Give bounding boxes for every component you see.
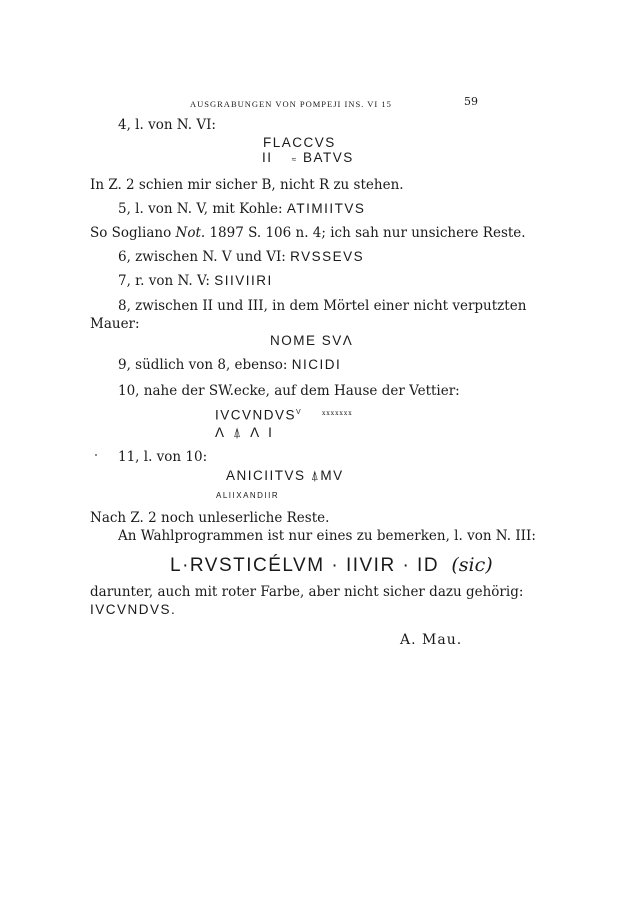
inscription-line: IVCVNDVS. — [90, 602, 177, 617]
illegible-mark: ≈ — [291, 155, 298, 164]
inscription-line: FLACCVS — [263, 135, 336, 150]
inscription-line: ALIIXANDIIR — [216, 491, 280, 500]
election-inscription — [170, 554, 493, 577]
inscription-line: $IVCVNDVS^V$ — [215, 407, 303, 423]
page-number: 59 — [464, 95, 478, 108]
speck — [95, 454, 97, 456]
inscription: ATIMIITVS — [286, 201, 366, 216]
inscription-line — [262, 150, 354, 168]
note: So Sogliano Not. 1897 S. 106 n. 4; ich sah nur unsichere Reste. — [90, 225, 526, 241]
inscription-line: Λ ⍋ Λ I — [215, 425, 275, 440]
inscription: SIIVIIRI — [214, 273, 273, 288]
entry-label: 4, l. von N. VI: — [118, 117, 216, 133]
entry-label: 5, l. von N. V, mit Kohle: ATIMIITVS — [118, 201, 366, 217]
inscription-line: NOME SVΛ — [270, 333, 354, 348]
inscription: NICIDI — [291, 357, 342, 372]
inscription-fragment: BATVS — [302, 150, 354, 165]
note: In Z. 2 schien mir sicher B, nicht R zu stehen. — [90, 177, 404, 193]
inscription-line: ANICIITVS ⍋MV — [226, 468, 344, 483]
author-signature: A. Mau. — [400, 632, 463, 648]
section-intro: An Wahlprogrammen ist nur eines zu bemerken, l. von N. III: — [118, 528, 536, 544]
inscription-fragment: II — [262, 150, 273, 165]
entry-label: 8, zwischen II und III, in dem Mörtel einer nicht verputzten — [118, 298, 527, 314]
note: Nach Z. 2 noch unleserliche Reste. — [90, 510, 330, 526]
note: darunter, auch mit roter Farbe, aber nicht sicher dazu gehörig: — [90, 584, 524, 600]
sic-note: (sic) — [451, 554, 493, 576]
entry-label: 11, l. von 10: — [118, 449, 208, 465]
illegible-marks: xxxxxxx — [322, 410, 353, 417]
entry-label: 7, r. von N. V: SIIVIIRI — [118, 273, 273, 289]
entry-label: 9, südlich von 8, ebenso: NICIDI — [118, 357, 342, 373]
running-header: AUSGRABUNGEN VON POMPEJI INS. VI 15 — [190, 99, 392, 109]
inscription: L·RVSTICÉLVM · IIVIR · ID — [170, 555, 440, 576]
entry-label: Mauer: — [90, 316, 140, 332]
entry-label: 10, nahe der SW.ecke, auf dem Hause der Vettier: — [118, 383, 460, 399]
entry-label: 6, zwischen N. V und VI: RVSSEVS — [118, 249, 365, 265]
inscription: RVSSEVS — [290, 249, 365, 264]
